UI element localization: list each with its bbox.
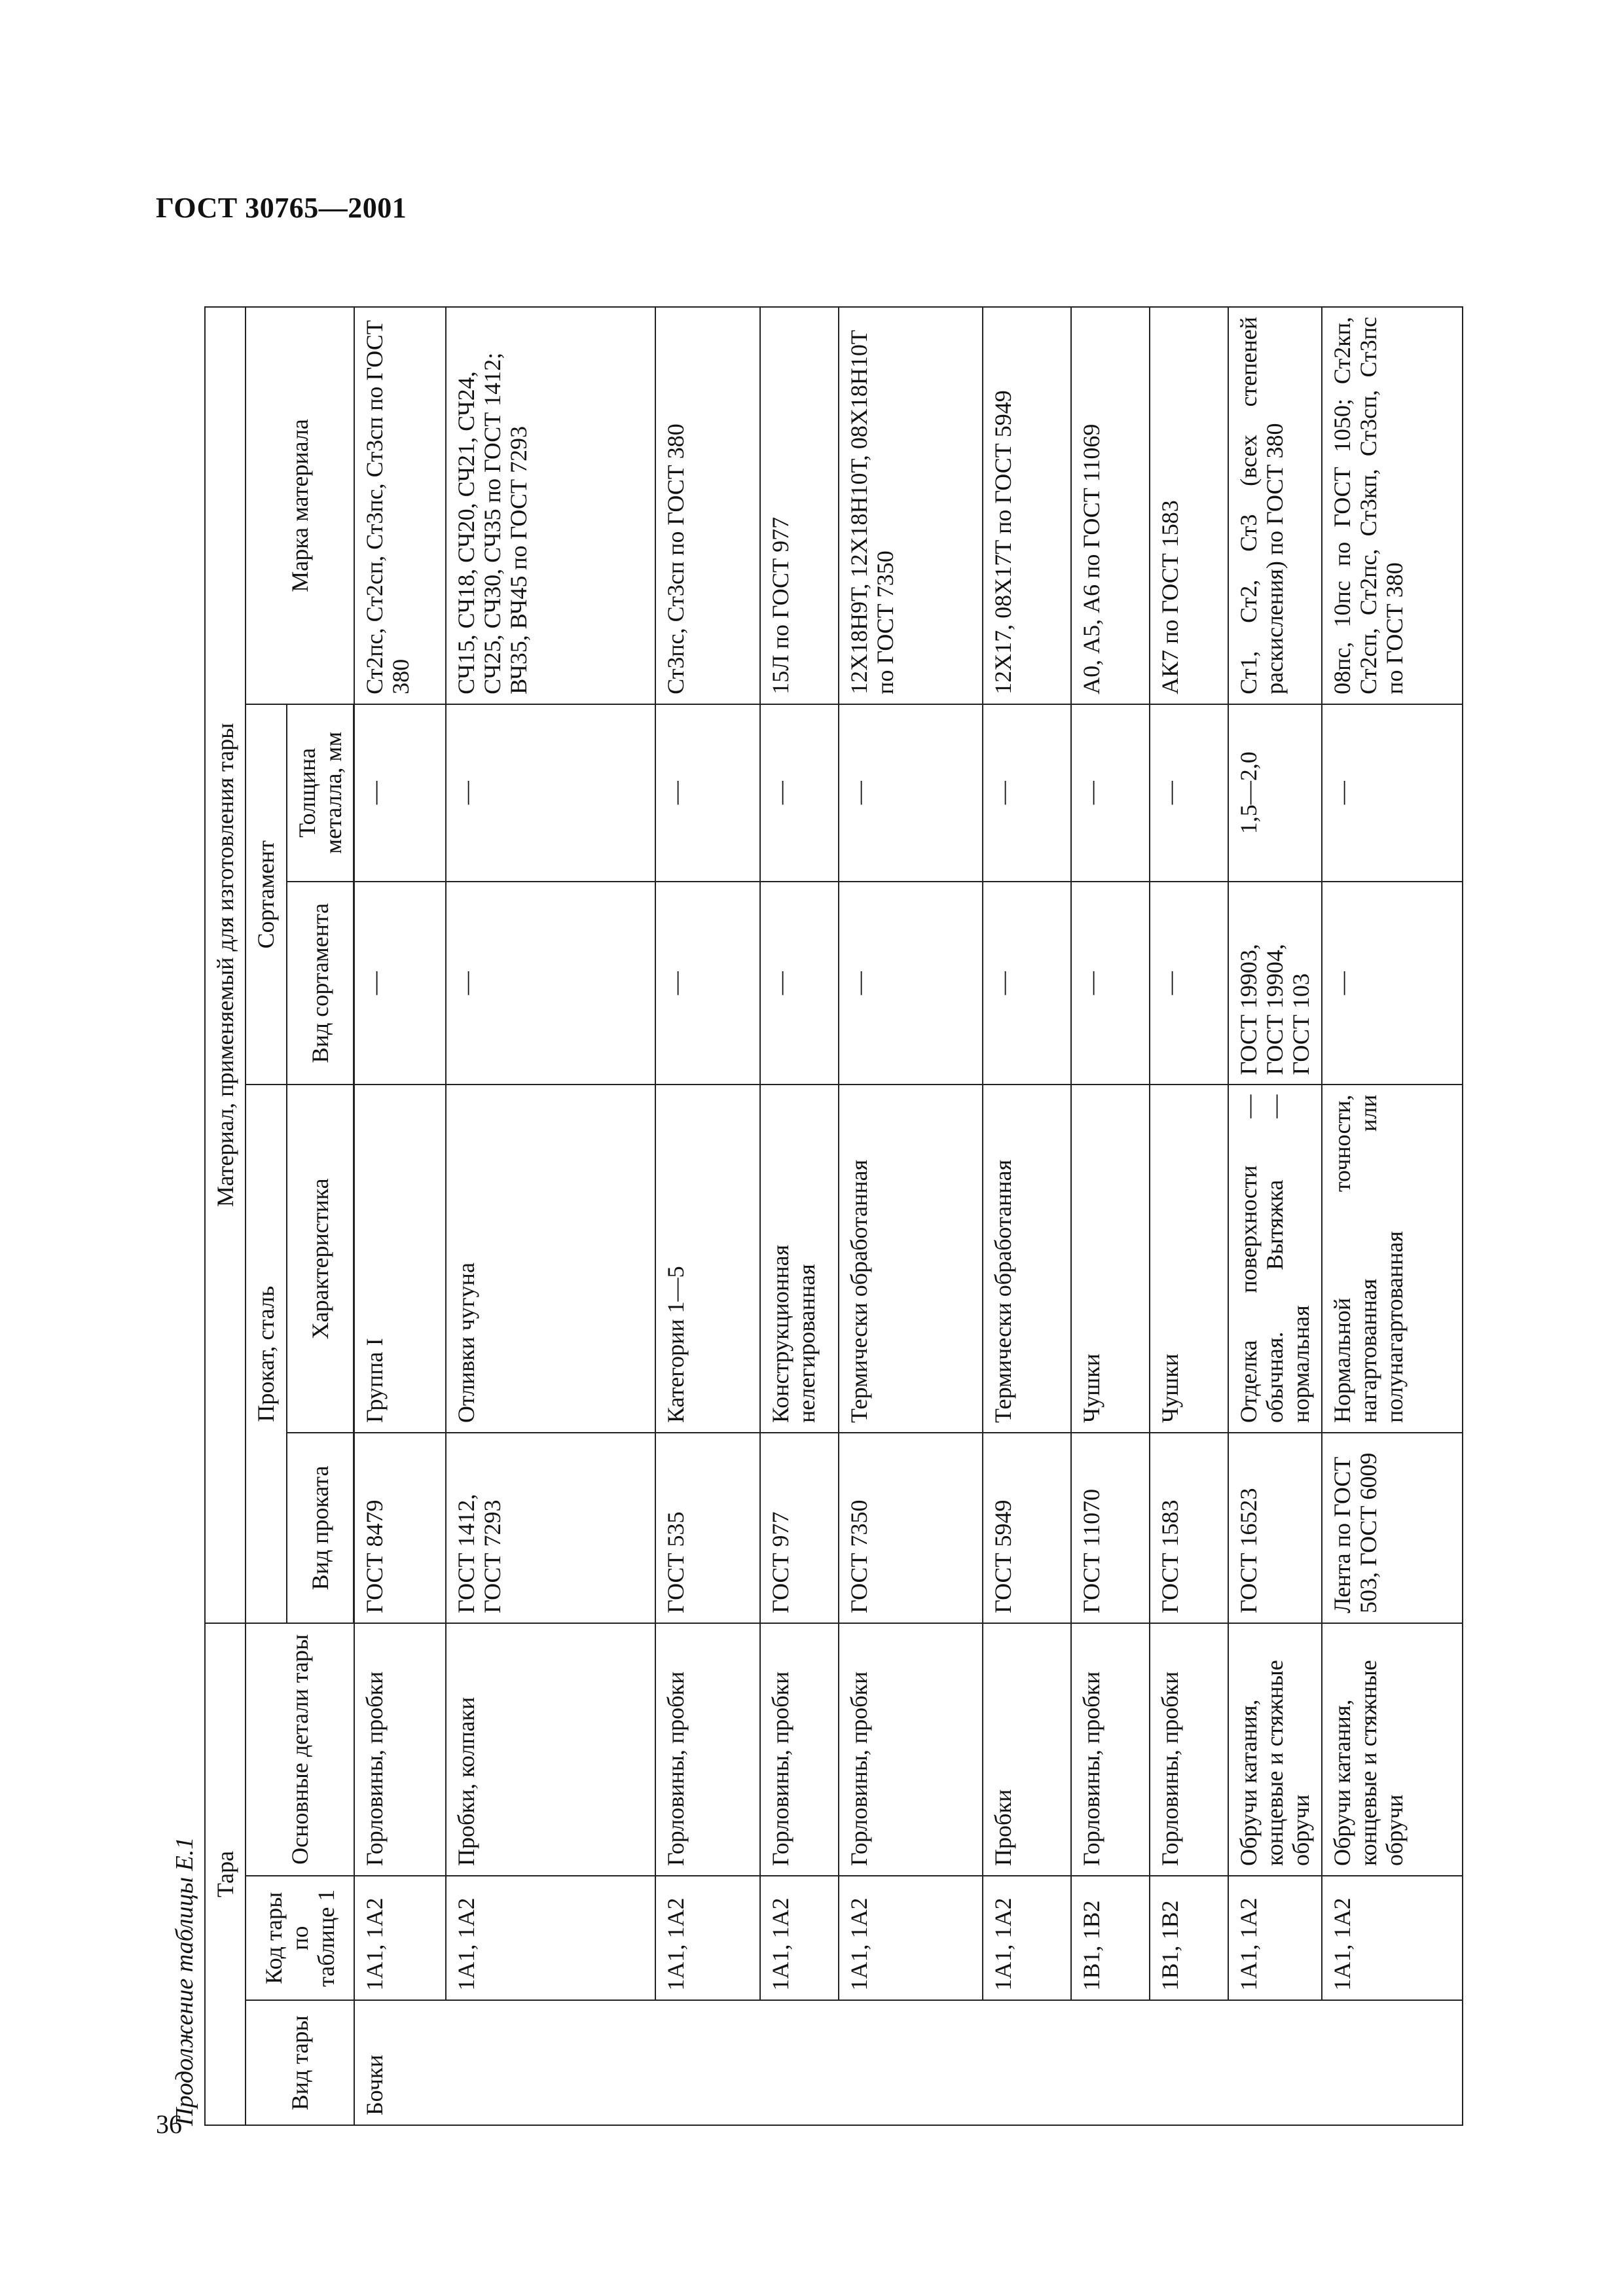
cell-detali: Обручи катания, концевые и стяжные обручи <box>1228 1623 1322 1876</box>
cell-harakteristika: Чушки <box>1150 1085 1228 1433</box>
material-table <box>204 306 1463 2126</box>
cell-tolshchina: — <box>839 704 983 882</box>
cell-vid-prokata: ГОСТ 5949 <box>983 1433 1071 1623</box>
cell-vid-sortamenta: — <box>760 882 839 1085</box>
cell-vid-sortamenta: — <box>655 882 760 1085</box>
cell-tolshchina: — <box>655 704 760 882</box>
table-row <box>1322 307 1463 2125</box>
cell-vid-prokata: ГОСТ 1412, ГОСТ 7293 <box>446 1433 655 1623</box>
cell-kod: 1А1, 1А2 <box>446 1876 655 2001</box>
header-harakteristika: Характеристика <box>287 1085 354 1433</box>
cell-tolshchina: — <box>983 704 1071 882</box>
cell-marka: Ст2пс, Ст2сп, Ст3пс, Ст3сп по ГОСТ 380 <box>354 307 446 704</box>
cell-marka: 08пс, 10пс по ГОСТ 1050; Ст2кп, Ст2сп, Ст2пс, Ст3кп, Ст3сп, Ст3пс по ГОСТ 380 <box>1322 307 1463 704</box>
header-tolshchina: Толщина металла, мм <box>287 704 354 882</box>
table-row <box>446 307 655 2125</box>
cell-kod: 1В1, 1В2 <box>1150 1876 1228 2001</box>
table-row <box>983 307 1071 2125</box>
cell-marka: Ст3пс, Ст3сп по ГОСТ 380 <box>655 307 760 704</box>
cell-vid-prokata: ГОСТ 16523 <box>1228 1433 1322 1623</box>
cell-kod: 1А1, 1А2 <box>760 1876 839 2001</box>
header-row-1 <box>205 307 246 2125</box>
cell-harakteristika: Термически обработанная <box>839 1085 983 1433</box>
cell-tolshchina: — <box>1071 704 1150 882</box>
cell-tolshchina: — <box>1322 704 1463 882</box>
cell-vid-prokata: ГОСТ 7350 <box>839 1433 983 1623</box>
cell-detali: Горловины, пробки <box>1150 1623 1228 1876</box>
page-number: 36 <box>156 2109 182 2139</box>
document-title: ГОСТ 30765—2001 <box>156 192 407 224</box>
table-row <box>839 307 983 2125</box>
table-row <box>1150 307 1228 2125</box>
cell-vid-prokata: ГОСТ 535 <box>655 1433 760 1623</box>
cell-harakteristika: Отливки чугуна <box>446 1085 655 1433</box>
cell-tolshchina: 1,5—2,0 <box>1228 704 1322 882</box>
table-row <box>354 307 446 2125</box>
cell-kod: 1А1, 1А2 <box>655 1876 760 2001</box>
header-sortament: Сортамент <box>246 704 286 1085</box>
cell-marka: 12Х17, 08Х17Т по ГОСТ 5949 <box>983 307 1071 704</box>
table-row <box>760 307 839 2125</box>
header-material: Материал, применяемый для изготовления тары <box>205 307 246 1623</box>
cell-vid-sortamenta: — <box>1322 882 1463 1085</box>
cell-vid-sortamenta: — <box>1150 882 1228 1085</box>
header-kod-tary: Код тары по таблице 1 <box>246 1876 354 2001</box>
cell-detali: Пробки, колпаки <box>446 1623 655 1876</box>
header-osnovnye-detali: Основные детали тары <box>246 1623 354 1876</box>
cell-kod: 1А1, 1А2 <box>983 1876 1071 2001</box>
cell-marka: СЧ15, СЧ18, СЧ20, СЧ21, СЧ24, СЧ25, СЧ30, СЧ35 по ГОСТ 1412; ВЧ35, ВЧ45 по ГОСТ 7293 <box>446 307 655 704</box>
cell-marka: А0, А5, А6 по ГОСТ 11069 <box>1071 307 1150 704</box>
cell-detali: Горловины, пробки <box>655 1623 760 1876</box>
cell-harakteristika: Категории 1—5 <box>655 1085 760 1433</box>
header-row-2 <box>246 307 286 2125</box>
cell-tolshchina: — <box>760 704 839 882</box>
header-vid-prokata: Вид проката <box>287 1433 354 1623</box>
table-row <box>655 307 760 2125</box>
group-label: Бочки <box>354 2000 1463 2125</box>
rotated-table-block <box>170 306 1467 2126</box>
table-row <box>1228 307 1322 2125</box>
continuation-label: Продолжение таблицы Е.1 <box>171 1837 198 2126</box>
header-marka: Марка материала <box>246 307 354 704</box>
cell-tolshchina: — <box>446 704 655 882</box>
cell-tolshchina: — <box>354 704 446 882</box>
cell-harakteristika: Нормальной точности, нагартованная или полунагартованная <box>1322 1085 1463 1433</box>
cell-harakteristika: Группа I <box>354 1085 446 1433</box>
cell-vid-sortamenta: — <box>354 882 446 1085</box>
cell-marka: АК7 по ГОСТ 1583 <box>1150 307 1228 704</box>
cell-kod: 1А1, 1А2 <box>839 1876 983 2001</box>
cell-marka: Ст1, Ст2, Ст3 (всех степеней раскисления) по ГОСТ 380 <box>1228 307 1322 704</box>
cell-detali: Горловины, пробки <box>760 1623 839 1876</box>
header-tara: Тара <box>205 1623 246 2125</box>
cell-kod: 1А1, 1А2 <box>1322 1876 1463 2001</box>
cell-harakteristika: Термически обработанная <box>983 1085 1071 1433</box>
table-row <box>1071 307 1150 2125</box>
cell-vid-prokata: ГОСТ 1583 <box>1150 1433 1228 1623</box>
cell-vid-prokata: ГОСТ 977 <box>760 1433 839 1623</box>
cell-detali: Горловины, пробки <box>839 1623 983 1876</box>
cell-vid-prokata: Лента по ГОСТ 503, ГОСТ 6009 <box>1322 1433 1463 1623</box>
header-prokat-stal: Прокат, сталь <box>246 1085 286 1623</box>
cell-detali: Горловины, пробки <box>354 1623 446 1876</box>
cell-harakteristika: Отделка поверхности — обычная. Вытяжка — нормальная <box>1228 1085 1322 1433</box>
cell-detali: Обручи катания, концевые и стяжные обручи <box>1322 1623 1463 1876</box>
cell-vid-sortamenta: — <box>983 882 1071 1085</box>
cell-kod: 1А1, 1А2 <box>1228 1876 1322 2001</box>
cell-kod: 1В1, 1В2 <box>1071 1876 1150 2001</box>
cell-harakteristika: Чушки <box>1071 1085 1150 1433</box>
cell-vid-prokata: ГОСТ 11070 <box>1071 1433 1150 1623</box>
cell-detali: Пробки <box>983 1623 1071 1876</box>
cell-vid-sortamenta: — <box>839 882 983 1085</box>
cell-marka: 15Л по ГОСТ 977 <box>760 307 839 704</box>
cell-vid-prokata: ГОСТ 8479 <box>354 1433 446 1623</box>
cell-vid-sortamenta: — <box>446 882 655 1085</box>
cell-vid-sortamenta: ГОСТ 19903, ГОСТ 19904, ГОСТ 103 <box>1228 882 1322 1085</box>
cell-kod: 1А1, 1А2 <box>354 1876 446 2001</box>
cell-vid-sortamenta: — <box>1071 882 1150 1085</box>
cell-detali: Горловины, пробки <box>1071 1623 1150 1876</box>
cell-tolshchina: — <box>1150 704 1228 882</box>
header-vid-tary: Вид тары <box>246 2000 354 2125</box>
cell-harakteristika: Конструкционная нелегированная <box>760 1085 839 1433</box>
cell-marka: 12Х18Н9Т, 12Х18Н10Т, 08Х18Н10Т по ГОСТ 7350 <box>839 307 983 704</box>
header-vid-sortamenta: Вид сортамента <box>287 882 354 1085</box>
